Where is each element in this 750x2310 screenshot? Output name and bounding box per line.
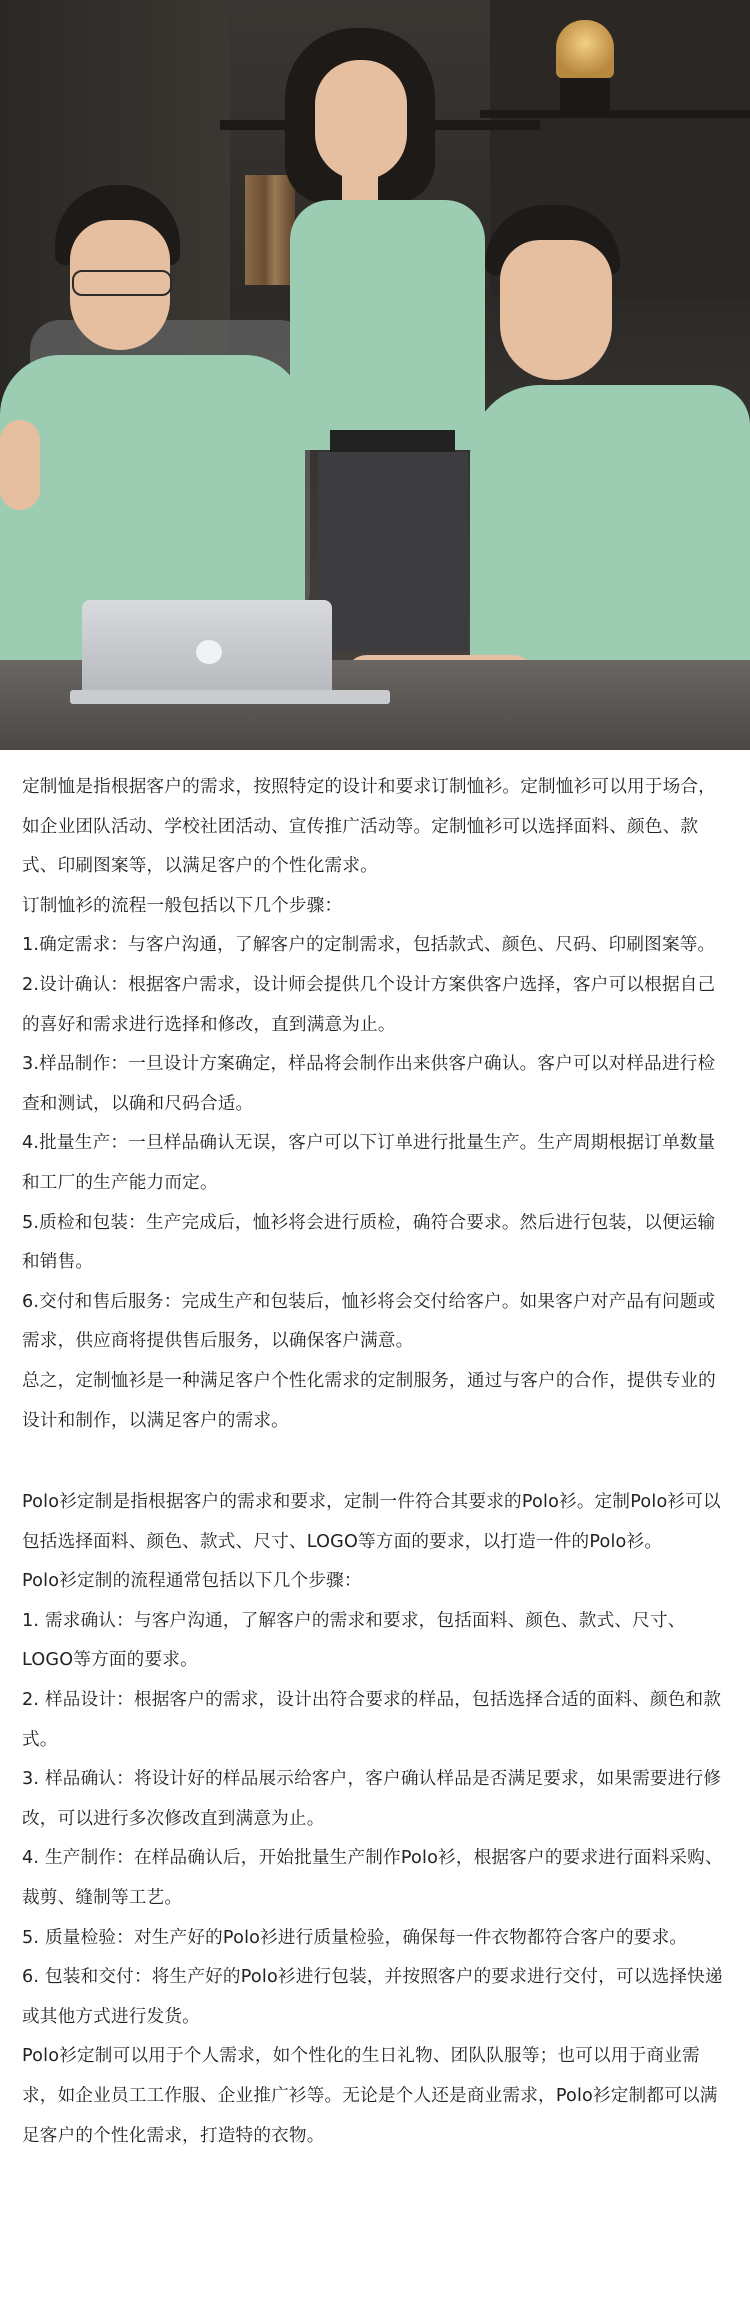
section1-summary: 总之，定制恤衫是一种满足客户个性化需求的定制服务，通过与客户的合作，提供专业的设计和制作，以满足客户的需求。: [22, 1370, 716, 1431]
section1-step: 6.交付和售后服务：完成生产和包装后，恤衫将会交付给客户。如果客户对产品有问题或需求，供应商将提供售后服务，以确保客户满意。: [22, 1291, 716, 1352]
section2-steps-title: Polo衫定制的流程通常包括以下几个步骤：: [22, 1571, 362, 1592]
section2-step: 2. 样品设计：根据客户的需求，设计出符合要求的样品，包括选择合适的面料、颜色和款式。: [22, 1690, 722, 1750]
section1-step: 1.确定需求：与客户沟通，了解客户的定制需求，包括款式、颜色、尺码、印刷图案等。: [22, 935, 716, 956]
section2-intro: Polo衫定制是指根据客户的需求和要求，定制一件符合其要求的Polo衫。定制Polo衫可以包括选择面料、颜色、款式、尺寸、LOGO等方面的要求，以打造一件的Polo衫。: [22, 1492, 721, 1552]
section2-step: 4. 生产制作：在样品确认后，开始批量生产制作Polo衫，根据客户的要求进行面料采购、裁剪、缝制等工艺。: [22, 1848, 723, 1909]
section2-step: 3. 样品确认：将设计好的样品展示给客户，客户确认样品是否满足要求，如果需要进行修改，可以进行多次修改直到满意为止。: [22, 1769, 722, 1829]
lamp: [556, 20, 614, 78]
lamp-base: [560, 78, 610, 114]
books: [245, 175, 295, 285]
article-body: [22, 768, 732, 2156]
section2-step: 6. 包装和交付：将生产好的Polo衫进行包装，并按照客户的要求进行交付，可以选择快递或其他方式进行发货。: [22, 1967, 723, 2027]
shelf: [480, 110, 750, 118]
section1-step: 2.设计确认：根据客户需求，设计师会提供几个设计方案供客户选择，客户可以根据自己的喜好和需求进行选择和修改，直到满意为止。: [22, 974, 716, 1035]
section2-step: 5. 质量检验：对生产好的Polo衫进行质量检验，确保每一件衣物都符合客户的要求。: [22, 1927, 688, 1948]
section1-steps-title: 订制恤衫的流程一般包括以下几个步骤：: [22, 895, 343, 916]
section-spacer: [22, 1441, 732, 1483]
section1-step: 5.质检和包装：生产完成后，恤衫将会进行质检，确符合要求。然后进行包装，以便运输和销售。: [22, 1212, 716, 1273]
section1-step: 3.样品制作：一旦设计方案确定，样品将会制作出来供客户确认。客户可以对样品进行检查和测试，以确和尺码合适。: [22, 1054, 716, 1114]
hero-image: [0, 0, 750, 750]
section1-intro: 定制恤是指根据客户的需求，按照特定的设计和要求订制恤衫。定制恤衫可以用于场合，如企业团队活动、学校社团活动、宣传推广活动等。定制恤衫可以选择面料、颜色、款式、印刷图案等，以满足客户的个性化需求。: [22, 777, 716, 877]
section2-summary: Polo衫定制可以用于个人需求，如个性化的生日礼物、团队队服等；也可以用于商业需求，如企业员工工作服、企业推广衫等。无论是个人还是商业需求，Polo衫定制都可以满足客户的个性化需求，打造特的衣物。: [22, 2046, 718, 2146]
section2-step: 1. 需求确认：与客户沟通，了解客户的需求和要求，包括面料、颜色、款式、尺寸、LOGO等方面的要求。: [22, 1610, 686, 1671]
laptop-base: [70, 690, 390, 704]
apple-logo-icon: [196, 640, 222, 664]
section1-step: 4.批量生产：一旦样品确认无误，客户可以下订单进行批量生产。生产周期根据订单数量和工厂的生产能力而定。: [22, 1133, 716, 1193]
